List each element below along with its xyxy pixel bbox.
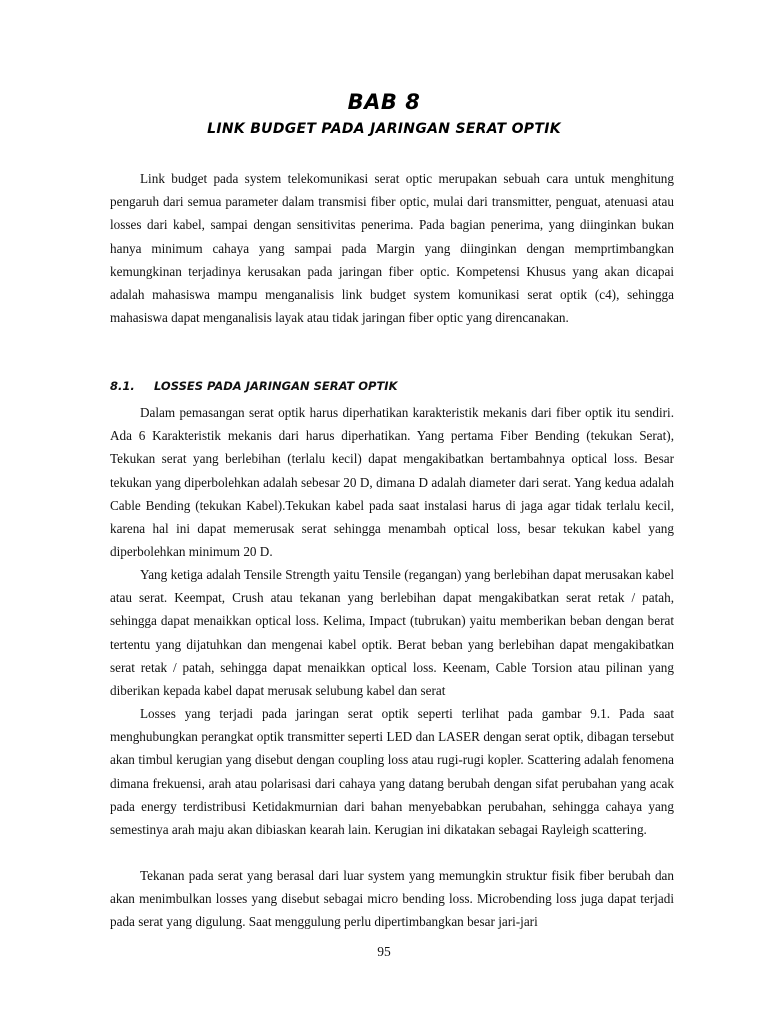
body-paragraph-1: Dalam pemasangan serat optik harus diperhatikan karakteristik mekanis dari fiber optik itu sendiri. Ada 6 Karakteristik mekanis dari harus diperhatikan. Yang pertama Fiber Bending (tekukan Serat), Tekukan serat yang berlebihan (terlalu kecil) dapat mengakibatkan bertambahnya optical loss. Besar tekukan yang diperbolehkan adalah sebesar 20 D, dimana D adalah diameter dari serat. Yang kedua adalah Cable Bending (tekukan Kabel).Tekukan kabel pada saat instalasi harus di jaga agar tidak terlalu kecil, karena hal ini dapat memerusak serat sehingga menambah optical loss, besar tekukan kabel yang diperbolehkan minimum 20 D. — [110, 405, 674, 560]
chapter-subtitle: LINK BUDGET PADA JARINGAN SERAT OPTIK — [207, 121, 561, 137]
section-number: 8.1. — [110, 379, 135, 393]
page-number: 95 — [377, 944, 391, 959]
body-paragraph-3: Losses yang terjadi pada jaringan serat optik seperti terlihat pada gambar 9.1. Pada saat menghubungkan perangkat optik transmitter seperti LED dan LASER dengan serat optik, dibagan tersebut akan timbul kerugian yang disebut dengan coupling loss atau rugi-rugi kopler. Scattering adalah fenomena dimana frekuensi, arah atau polarisasi dari cahaya yang datang berubah dengan sifat perubahan yang acak pada energy terdistribusi Ketidakmurnian dari bahan menyebabkan perubahan, sehingga cahaya yang semestinya arah maju akan dibiaskan kearah lain. Kerugian ini dikatakan sebagai Rayleigh scattering. — [110, 706, 674, 838]
chapter-title: BAB 8 — [347, 90, 421, 114]
body-paragraph-2: Yang ketiga adalah Tensile Strength yaitu Tensile (regangan) yang berlebihan dapat merusakan kabel atau serat. Keempat, Crush atau tekanan yang berlebihan dapat mengakibatkan serat retak / patah, sehingga dapat menaikkan optical loss. Kelima, Impact (tubrukan) yaitu memberikan beban dengan berat tertentu yang dijatuhkan dan mengenai kabel optik. Berat beban yang berlebihan dapat mengakibatkan serat retak / patah, sehingga dapat menaikkan optical loss. Keenam, Cable Torsion atau pilinan yang diberikan kepada kabel dapat merusak selubung kabel dan serat — [110, 567, 674, 699]
section-title: LOSSES PADA JARINGAN SERAT OPTIK — [154, 379, 398, 393]
section-heading — [110, 379, 398, 393]
intro-paragraph: Link budget pada system telekomunikasi serat optic merupakan sebuah cara untuk menghitung pengaruh dari semua parameter dalam transmisi fiber optic, mulai dari transmitter, penguat, atenuasi atau losses dari kabel, sampai dengan sensitivitas penerima. Pada bagian penerima, yang diinginkan bukan hanya minimum cahaya yang sampai pada Margin yang diinginkan dengan memprtimbangkan kemungkinan terjadinya kerusakan pada jaringan fiber optic. Kompetensi Khusus yang akan dicapai adalah mahasiswa mampu menganalisis link budget system komunikasi serat optik (c4), sehingga mahasiswa dapat menganalisis layak atau tidak jaringan fiber optic yang direncanakan. — [110, 171, 674, 326]
body-paragraph-4: Tekanan pada serat yang berasal dari luar system yang memungkin struktur fisik fiber berubah dan akan menimbulkan losses yang disebut sebagai micro bending loss. Microbending loss juga dapat terjadi pada serat yang digulung. Saat menggulung perlu dipertimbangkan besar jari-jari — [110, 868, 674, 930]
